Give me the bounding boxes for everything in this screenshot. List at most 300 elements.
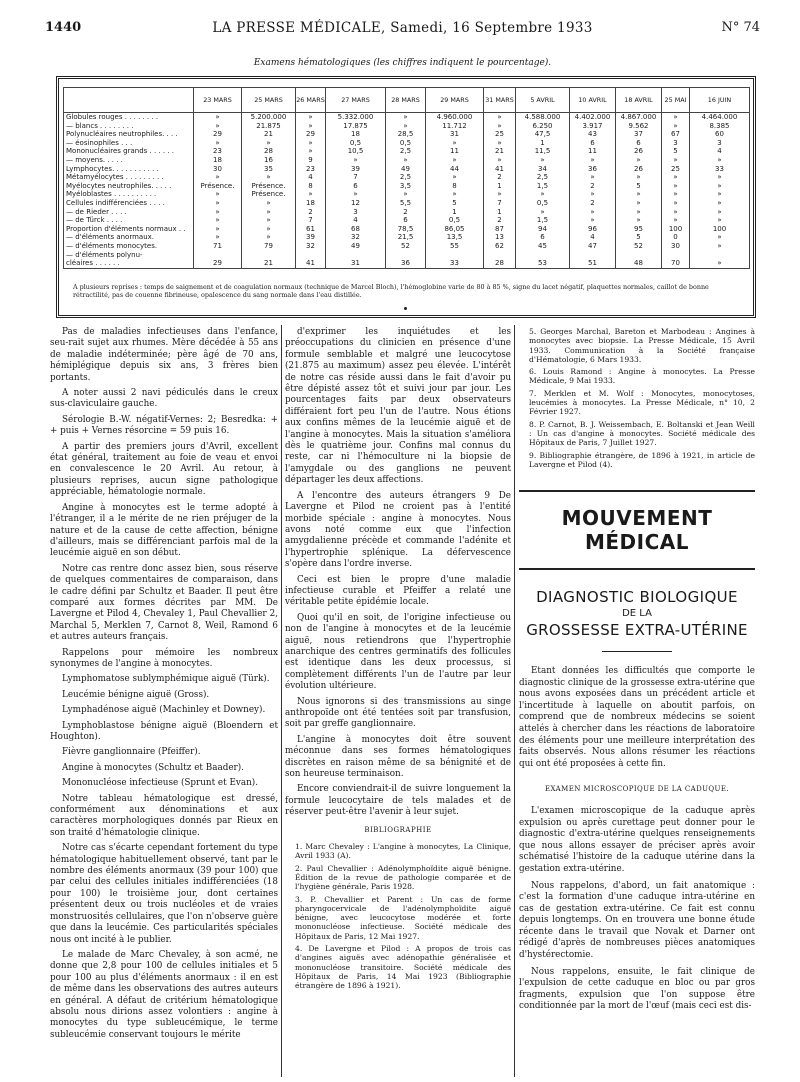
- table-cell: »: [690, 216, 750, 225]
- table-row: [64, 165, 750, 174]
- date-header: 5 AVRIL: [516, 88, 570, 113]
- table-cell: [484, 251, 516, 260]
- journal-title: LA PRESSE MÉDICALE, Samedi, 16 Septembre 1933: [212, 20, 593, 36]
- table-cell: »: [296, 147, 326, 156]
- table-cell: 10,5: [326, 147, 386, 156]
- intro-paragraph: Etant données les difficultés que comporte le diagnostic clinique de la grossesse extra-utérine que nous avons exposées dans un précédent article et l'incertitude à laquelle on aboutit parfois, on comprend que de nombreux médecins se soient attelés à chercher dans les réactions de laboratoire des éléments pour une meilleure interprétation des faits observés. Nous allons résumer les réactions qui ont été proposées à cette fin.: [519, 666, 755, 769]
- table-cell: 41: [296, 259, 326, 268]
- body-paragraph: Ceci est bien le propre d'une maladie infectieuse curable et Pfeiffer a relaté une véritable petite épidémie locale.: [285, 574, 511, 608]
- table-cell: »: [326, 156, 386, 165]
- table-cell: 1: [484, 208, 516, 217]
- table-cell: 3: [662, 139, 690, 148]
- table-cell: »: [194, 190, 242, 199]
- bibliography-title: BIBLIOGRAPHIE: [364, 825, 432, 834]
- table-cell: 31: [326, 259, 386, 268]
- table-cell: 21: [242, 259, 296, 268]
- table-row: [64, 233, 750, 242]
- table-cell: 55: [426, 242, 484, 251]
- table-cell: »: [690, 156, 750, 165]
- table-cell: 52: [616, 242, 662, 251]
- bibliography-entry: 8. P. Carnot, B. J. Weissembach, E. Boltanski et Jean Weill : Un cas d'angine à monocytes. Société médicale des Hôpitaux de Paris, 7 Juillet 1927.: [529, 419, 755, 448]
- row-label: Myélocytes neutrophiles. . . . .: [64, 182, 194, 191]
- table-cell: »: [484, 122, 516, 131]
- body-paragraph: Quoi qu'il en soit, de l'origine infectieuse ou non de l'angine à monocytes et de la leucémie aiguë, nous retiendrons que l'hypertrophie anarchique des centres germinatifs des follicules est identique dans les deux processus, si complètement différents l'un de l'autre par leur évolution ultérieure.: [285, 612, 511, 692]
- table-cell: »: [570, 173, 616, 182]
- table-row: [64, 182, 750, 191]
- table-cell: »: [194, 122, 242, 131]
- table-cell: »: [662, 113, 690, 122]
- table-cell: 1,5: [516, 182, 570, 191]
- row-label: Globules rouges . . . . . . . .: [64, 113, 194, 122]
- table-cell: 33: [426, 259, 484, 268]
- table-cell: 1: [516, 139, 570, 148]
- table-cell: »: [326, 190, 386, 199]
- table-cell: 6: [386, 216, 426, 225]
- table-cell: 32: [296, 242, 326, 251]
- section-paragraphs: [519, 806, 755, 1013]
- row-label: Polynucléaires neutrophiles. . . .: [64, 130, 194, 139]
- table-cell: »: [194, 139, 242, 148]
- column-right-bibliography: [519, 327, 755, 472]
- table-cell: 7: [484, 199, 516, 208]
- table-cell: 21.875: [242, 122, 296, 131]
- table-cell: 28: [242, 147, 296, 156]
- row-label: — d'éléments anormaux.: [64, 233, 194, 242]
- table-cell: 3: [690, 139, 750, 148]
- table-cell: 11,5: [516, 147, 570, 156]
- table-cell: 61: [296, 225, 326, 234]
- table-row: [64, 208, 750, 217]
- table-cell: 4: [326, 216, 386, 225]
- date-header: 26 MARS: [296, 88, 326, 113]
- table-cell: 1: [426, 208, 484, 217]
- table-cell: 21: [484, 147, 516, 156]
- table-cell: 11: [426, 147, 484, 156]
- table-header-row: [64, 88, 750, 113]
- row-label: Myéloblastes . . . . . . . . . .: [64, 190, 194, 199]
- table-cell: »: [386, 190, 426, 199]
- column-left: [50, 327, 278, 1045]
- table-cell: »: [616, 156, 662, 165]
- table-cell: 0,5: [516, 199, 570, 208]
- table-cell: 28,5: [386, 130, 426, 139]
- table-cell: 5,5: [386, 199, 426, 208]
- table-row: [64, 216, 750, 225]
- date-header: 29 MARS: [426, 88, 484, 113]
- table-cell: »: [690, 233, 750, 242]
- body-paragraph: Lymphomatose sublymphémique aiguë (Türk).: [62, 674, 270, 685]
- table-cell: »: [570, 216, 616, 225]
- table-cell: 5: [662, 147, 690, 156]
- table-cell: 4: [296, 173, 326, 182]
- body-paragraph: Notre tableau hématologique est dressé, conformément aux dénominations et aux caractères morphologiques donnés par Rieux en son traité d'hématologie clinique.: [50, 793, 278, 838]
- table-row: [64, 130, 750, 139]
- date-header: 10 AVRIL: [570, 88, 616, 113]
- table-cell: 2: [570, 182, 616, 191]
- table-cell: »: [516, 190, 570, 199]
- table-cell: 2: [386, 208, 426, 217]
- body-paragraph: Rappelons pour mémoire les nombreux synonymes de l'angine à monocytes.: [50, 647, 278, 669]
- row-label: Proportion d'éléments normaux . .: [64, 225, 194, 234]
- date-header: 27 MARS: [326, 88, 386, 113]
- table-cell: »: [690, 259, 750, 268]
- table-cell: [296, 251, 326, 260]
- row-label: Métamyélocytes . . . . . . . . .: [64, 173, 194, 182]
- table-cell: »: [194, 216, 242, 225]
- table-cell: 7: [296, 216, 326, 225]
- table-cell: 51: [570, 259, 616, 268]
- table-cell: »: [194, 113, 242, 122]
- table-caption: Examens hématologiques (les chiffres indiquent le pourcentage).: [253, 58, 552, 68]
- table-cell: 25: [662, 165, 690, 174]
- row-label: — de Rieder . . . .: [64, 208, 194, 217]
- table-cell: [516, 251, 570, 260]
- middle-paragraphs: [285, 327, 511, 819]
- column-rule: [281, 325, 282, 1077]
- table-cell: 6: [516, 233, 570, 242]
- table-row: [64, 242, 750, 251]
- body-paragraph: L'angine à monocytes doit être souvent méconnue dans ses formes hématologiques discrètes en raison même de sa bénignité et de son heureuse terminaison.: [285, 734, 511, 780]
- table-cell: 18: [296, 199, 326, 208]
- table-cell: [616, 251, 662, 260]
- bibliography-entry: 6. Louis Ramond : Angine à monocytes. La Presse Médicale, 9 Mai 1933.: [529, 367, 755, 386]
- table-cell: »: [662, 199, 690, 208]
- table-cell: »: [194, 173, 242, 182]
- table-cell: 79: [242, 242, 296, 251]
- table-cell: 4.464.000: [690, 113, 750, 122]
- table-cell: 25: [484, 130, 516, 139]
- date-header: 23 MARS: [194, 88, 242, 113]
- table-cell: »: [386, 113, 426, 122]
- table-cell: 52: [386, 242, 426, 251]
- table-cell: 4.402.000: [570, 113, 616, 122]
- table-cell: 43: [570, 130, 616, 139]
- body-paragraph: Lymphoblastose bénigne aiguë (Bloendern et Houghton).: [50, 720, 278, 742]
- table-cell: »: [616, 199, 662, 208]
- row-label: Mononucléaires grands . . . . . .: [64, 147, 194, 156]
- body-paragraph: Encore conviendrait-il de suivre longuement la formule leucocytaire de tels malades et de réserver peut-être l'avenir à leur sujet.: [285, 784, 511, 818]
- table-cell: Présence.: [242, 182, 296, 191]
- table-cell: 3.917: [570, 122, 616, 131]
- table-cell: 21: [242, 130, 296, 139]
- table-row: [64, 156, 750, 165]
- table-cell: »: [296, 190, 326, 199]
- body-paragraph: A partir des premiers jours d'Avril, excellent état général, traitement au foie de veau et envoi en convalescence le 20 Avril. Au retour, à plusieurs reprises, aucun signe pathologique appréciable, hématologie normale.: [50, 441, 278, 498]
- table-cell: »: [662, 190, 690, 199]
- table-cell: 2,5: [516, 173, 570, 182]
- table-cell: 16: [242, 156, 296, 165]
- table-cell: »: [616, 216, 662, 225]
- bibliography-entry: 1. Marc Chevaley : L'angine à monocytes, La Clinique, Avril 1933 (A).: [295, 842, 511, 861]
- table-cell: 100: [662, 225, 690, 234]
- table-cell: 44: [426, 165, 484, 174]
- table-cell: »: [484, 156, 516, 165]
- table-cell: 37: [616, 130, 662, 139]
- table-cell: 1,5: [516, 216, 570, 225]
- table-cell: »: [570, 156, 616, 165]
- table-cell: 12: [326, 199, 386, 208]
- section-rule: [519, 490, 755, 492]
- table-cell: »: [570, 208, 616, 217]
- table-cell: 6.250: [516, 122, 570, 131]
- page-number: 1440: [45, 20, 82, 35]
- table-cell: 26: [616, 147, 662, 156]
- table-cell: 95: [616, 225, 662, 234]
- table-cell: »: [242, 199, 296, 208]
- table-cell: [570, 251, 616, 260]
- body-paragraph: Notre cas rentre donc assez bien, sous réserve de quelques commentaires de comparaison, dans le cadre défini par Schultz et Baader. Il peut être comparé aux formes décrites par MM. De Lavergne et Pilod 4, Chevaley 1, Paul Chevallier 2, Marchal 5, Merklen 7, Carnot 8, Weil, Ramond 6 et autres auteurs français.: [50, 563, 278, 643]
- table-cell: 33: [690, 165, 750, 174]
- table-cell: 9.562: [616, 122, 662, 131]
- table-cell: 78,5: [386, 225, 426, 234]
- column-middle: [285, 327, 511, 994]
- date-header: 18 AVRIL: [616, 88, 662, 113]
- table-cell: 47: [570, 242, 616, 251]
- table-cell: 9: [296, 156, 326, 165]
- table-cell: 4.588.000: [516, 113, 570, 122]
- body-paragraph: Fièvre ganglionnaire (Pfeiffer).: [62, 747, 201, 758]
- table-cell: »: [386, 156, 426, 165]
- table-cell: 100: [690, 225, 750, 234]
- bibliography-list: [285, 842, 511, 990]
- table-row: [64, 225, 750, 234]
- table-cell: 60: [690, 130, 750, 139]
- table-cell: »: [662, 208, 690, 217]
- table-cell: 0,5: [426, 216, 484, 225]
- row-label: Lymphocytes. . . . . . . . . . .: [64, 165, 194, 174]
- table-cell: 35: [242, 165, 296, 174]
- bibliography-entry: 4. De Lavergne et Pilod : A propos de trois cas d'angines aiguës avec adénopathie généralisée et mononucléose transitoire. Société médicale des Hôpitaux de Paris, 14 Mai 1923 (Bibliographie étrangère de 1896 à 1921).: [295, 944, 511, 991]
- table-cell: »: [426, 173, 484, 182]
- table-cell: »: [662, 122, 690, 131]
- table-cell: 6: [326, 182, 386, 191]
- table-cell: »: [242, 208, 296, 217]
- table-cell: »: [690, 199, 750, 208]
- date-header: 28 MARS: [386, 88, 426, 113]
- table-cell: 86,05: [426, 225, 484, 234]
- table-row: [64, 113, 750, 122]
- table-cell: »: [616, 208, 662, 217]
- table-cell: »: [662, 216, 690, 225]
- body-paragraph: Sérologie B.-W. négatif-Vernes: 2; Besredka: + + puis + Vernes résorcine = 59 puis 16.: [50, 414, 278, 437]
- table-cell: 5: [616, 182, 662, 191]
- row-label: — d'éléments monocytes.: [64, 242, 194, 251]
- table-row: [64, 147, 750, 156]
- row-label: — éosinophiles . . .: [64, 139, 194, 148]
- table-cell: 2: [484, 216, 516, 225]
- table-cell: [326, 251, 386, 260]
- table-cell: 96: [570, 225, 616, 234]
- table-cell: »: [690, 208, 750, 217]
- table-cell: »: [662, 182, 690, 191]
- table-cell: 3,5: [386, 182, 426, 191]
- table-cell: 32: [326, 233, 386, 242]
- table-cell: 11.712: [426, 122, 484, 131]
- hematology-table-box: [56, 76, 756, 318]
- body-paragraph: d'exprimer les inquiétudes et les préoccupations du clinicien en présence d'une formule semblable et malgré une leucocytose (21.875 au maximum) assez peu élevée. L'intérêt de notre cas réside aussi dans le fait d'avoir pu être dépisté assez tôt et suivi jour par jour. Les pourcentages faits par deux observateurs différaient fort peu l'un de l'autre. Nous étions aux confins mêmes de la leucémie aiguë et de l'angine à monocytes. Mais la situation s'améliora dès le quatrième jour. Confins mal connus du reste, car ni l'hémoculture ni la biopsie de l'amygdale ou des ganglions ne peuvent départager les deux affections.: [285, 327, 511, 486]
- table-cell: »: [426, 190, 484, 199]
- bibliography-entry: 5. Georges Marchal, Bareton et Marbodeau : Angines à monocytes avec biopsie. La Presse Médicale, 15 Avril 1933. Communication à la Société française d'Hématologie, 6 Mars 1933.: [529, 327, 755, 364]
- table-cell: [194, 251, 242, 260]
- table-cell: [426, 251, 484, 260]
- table-cell: »: [662, 156, 690, 165]
- row-label: — moyens. . . . .: [64, 156, 194, 165]
- table-cell: »: [426, 156, 484, 165]
- table-cell: 2: [484, 173, 516, 182]
- table-cell: 8: [296, 182, 326, 191]
- table-cell: 6: [570, 139, 616, 148]
- table-cell: »: [570, 190, 616, 199]
- table-cell: 11: [570, 147, 616, 156]
- table-cell: »: [516, 156, 570, 165]
- table-cell: 70: [662, 259, 690, 268]
- table-cell: 34: [516, 165, 570, 174]
- row-label: — de Türck . . . .: [64, 216, 194, 225]
- table-cell: 17.875: [326, 122, 386, 131]
- table-cell: 8.385: [690, 122, 750, 131]
- table-cell: 3: [326, 208, 386, 217]
- table-cell: 29: [194, 259, 242, 268]
- table-cell: [386, 251, 426, 260]
- table-cell: Présence.: [194, 182, 242, 191]
- body-paragraph: Mononucléose infectieuse (Sprunt et Evan).: [62, 778, 258, 789]
- table-cell: 94: [516, 225, 570, 234]
- body-paragraph: Le malade de Marc Chevaley, à son acmé, ne donne que 2,8 pour 100 de cellules initiales et 5 pour 100 au plus d'éléments anormaux : il en est de même dans les observations des autres auteurs en général. A défaut de critérium hématologique absolu nous dirions assez volontiers : angine à monocytes du type subleucémique, le terme subleucémie conservant toujours le mérite: [50, 949, 278, 1040]
- table-cell: »: [242, 216, 296, 225]
- table-cell: »: [662, 173, 690, 182]
- section-rule: [519, 568, 755, 570]
- section-paragraph: Nous rappelons, d'abord, un fait anatomique : c'est la formation d'une caduque intra-utérine en cas de gestation extra-utérine. Ce fait est connu depuis longtemps. On en trouvera une bonne étude récente dans le travail que Novak et Darner ont rédigé d'après de nombreuses pièces anatomiques d'hystérectomie.: [519, 880, 755, 961]
- table-cell: 0,5: [386, 139, 426, 148]
- article-title-line2: DE LA: [622, 608, 652, 619]
- page-header: [45, 20, 760, 36]
- table-cell: 2: [570, 199, 616, 208]
- table-cell: 4: [570, 233, 616, 242]
- table-cell: 2,5: [386, 173, 426, 182]
- table-corner: [64, 88, 194, 113]
- table-cell: 28: [484, 259, 516, 268]
- table-cell: »: [484, 190, 516, 199]
- table-cell: »: [242, 173, 296, 182]
- table-cell: 36: [570, 165, 616, 174]
- bibliography-entry: 7. Merklen et M. Wolf : Monocytes, monocytoses, leucémies à monocytes. La Presse Médicale, n° 10, 2 Février 1927.: [529, 388, 755, 417]
- table-cell: »: [690, 242, 750, 251]
- table-cell: 5: [426, 199, 484, 208]
- table-cell: 39: [326, 165, 386, 174]
- table-cell: 0: [662, 233, 690, 242]
- body-paragraph: A l'encontre des auteurs étrangers 9 De Lavergne et Pilod ne croient pas à l'entité morbide spéciale : angine à monocytes. Nous avons noté comme eux que l'infection amygdalienne précède et commande l'adénite et l'hypertrophie splénique. La défervescence s'opère dans l'ordre inverse.: [285, 490, 511, 570]
- table-cell: 62: [484, 242, 516, 251]
- row-label: — d'éléments polynu-: [64, 251, 194, 260]
- body-paragraph: Lymphadénose aiguë (Machinley et Downey).: [62, 705, 266, 716]
- subheading: EXAMEN MICROSCOPIQUE DE LA CADUQUE.: [545, 785, 729, 794]
- row-label: cléaires . . . . . .: [64, 259, 194, 268]
- body-paragraph: Nous ignorons si des transmissions au singe anthropoïde ont été tentées soit par transfusion, soit par greffe ganglionnaire.: [285, 696, 511, 730]
- table-cell: »: [616, 173, 662, 182]
- table-cell: »: [386, 122, 426, 131]
- table-row: [64, 199, 750, 208]
- table-cell: Présence.: [242, 190, 296, 199]
- table-cell: 29: [296, 130, 326, 139]
- table-cell: 47,5: [516, 130, 570, 139]
- date-header: 16 JUIN: [690, 88, 750, 113]
- table-footnote: A plusieurs reprises : temps de saignement et de coagulation normaux (technique de Marcel Bloch), l'hémoglobine varie de 80 à 85 %, signe du lacet négatif, plaquettes normales, caillot de bonne rétractilité, pas de couenne fibrineuse, opalescence du sang normale dans l'eau distillée.: [73, 283, 709, 299]
- medical-movement-section: [519, 490, 755, 1018]
- table-cell: 53: [516, 259, 570, 268]
- table-cell: 5: [616, 233, 662, 242]
- table-cell: »: [194, 208, 242, 217]
- table-dot: [404, 307, 407, 310]
- section-heading: MOUVEMENT MÉDICAL: [561, 506, 713, 554]
- table-cell: 49: [326, 242, 386, 251]
- table-cell: »: [194, 233, 242, 242]
- issue-number: N° 74: [721, 20, 760, 35]
- table-cell: [662, 251, 690, 260]
- table-cell: 71: [194, 242, 242, 251]
- table-cell: »: [426, 139, 484, 148]
- table-cell: 49: [386, 165, 426, 174]
- table-cell: »: [690, 190, 750, 199]
- body-paragraph: Notre cas s'écarte cependant fortement du type hématologique habituellement observé, tant par le nombre des éléments anormaux (39 pour 100) que par celui des cellules initiales indifférenciées (18 pour 100) le troisième jour, dont certaines présentent deux ou trois nucléoles et de vraies monstruosités cellulaires, que l'on n'observe guère que dans la leucémie. Ces particularités spéciales nous ont incité à le publier.: [50, 843, 278, 945]
- table-cell: »: [484, 113, 516, 122]
- table-cell: »: [296, 139, 326, 148]
- table-row: [64, 190, 750, 199]
- table-cell: 6: [616, 139, 662, 148]
- table-cell: 23: [296, 165, 326, 174]
- table-cell: »: [296, 113, 326, 122]
- table-cell: 5.332.000: [326, 113, 386, 122]
- table-cell: »: [690, 182, 750, 191]
- body-paragraph: Leucémie bénigne aiguë (Gross).: [62, 689, 210, 700]
- table-cell: 4.960.000: [426, 113, 484, 122]
- table-cell: 30: [194, 165, 242, 174]
- table-cell: »: [516, 208, 570, 217]
- table-cell: »: [242, 225, 296, 234]
- table-cell: 13,5: [426, 233, 484, 242]
- table-body: [64, 113, 750, 269]
- table-cell: »: [690, 173, 750, 182]
- table-cell: 13: [484, 233, 516, 242]
- table-cell: 18: [326, 130, 386, 139]
- date-header: 25 MAI: [662, 88, 690, 113]
- table-cell: 39: [296, 233, 326, 242]
- short-rule: [602, 651, 672, 652]
- table-cell: 8: [426, 182, 484, 191]
- table-cell: 26: [616, 165, 662, 174]
- table-cell: 48: [616, 259, 662, 268]
- table-cell: [690, 251, 750, 260]
- table-row: [64, 173, 750, 182]
- table-cell: 29: [194, 130, 242, 139]
- table-cell: 68: [326, 225, 386, 234]
- table-cell: 18: [194, 156, 242, 165]
- table-cell: 5.200.000: [242, 113, 296, 122]
- table-cell: [242, 251, 296, 260]
- column-rule: [514, 325, 515, 1077]
- table-cell: 36: [386, 259, 426, 268]
- article-title-line3: GROSSESSE EXTRA-UTÉRINE: [526, 621, 748, 639]
- date-header: 25 MARS: [242, 88, 296, 113]
- bibliography-entry: 3. P. Chevallier et Parent : Un cas de forme pharyngocervicale de l'adénolymphoïdite aiguë bénigne, avec leucocytose modérée et forte mononucléose infectieuse. Société médicale des Hôpitaux de Paris, 12 Mai 1927.: [295, 894, 511, 941]
- table-row: [64, 251, 750, 260]
- table-row: [64, 122, 750, 131]
- table-cell: 87: [484, 225, 516, 234]
- table-cell: »: [242, 139, 296, 148]
- table-cell: »: [194, 199, 242, 208]
- table-cell: 21,5: [386, 233, 426, 242]
- bibliography-entry: 2. Paul Chevallier : Adénolymphoïdite aiguë bénigne. Édition de la revue de pathologie comparée et de l'hygiène générale, Paris 1928.: [295, 863, 511, 892]
- table-cell: »: [616, 190, 662, 199]
